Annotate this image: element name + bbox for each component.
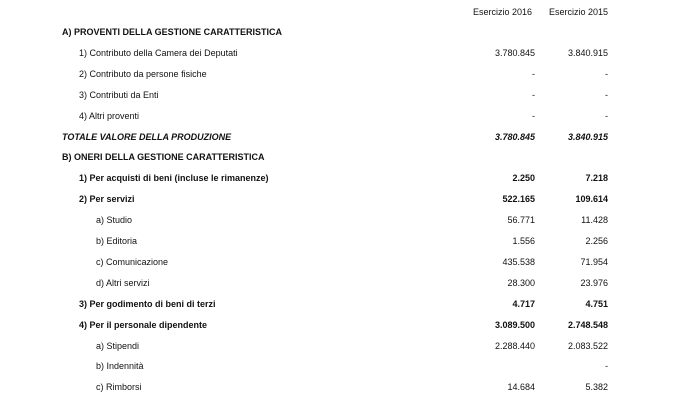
row-label: 1) Per acquisti di beni (incluse le rimanenze) (79, 173, 269, 184)
value-2015 (540, 22, 608, 43)
statement-row (0, 356, 680, 377)
value-2015: - (605, 89, 608, 100)
row-label: A) PROVENTI DELLA GESTIONE CARATTERISTICA (62, 27, 283, 37)
statement-row (0, 189, 680, 210)
statement-row (0, 168, 680, 189)
value-2015: 23.976 (580, 277, 608, 288)
column-header-2015: Esercizio 2015 (548, 7, 608, 17)
row-label: 3) Per godimento di beni di terzi (79, 298, 216, 309)
statement-row (0, 85, 680, 106)
value-2016: 3.780.845 (494, 47, 535, 58)
column-header-2016: Esercizio 2016 (472, 7, 532, 17)
row-label: TOTALE VALORE DELLA PRODUZIONE (62, 131, 232, 142)
statement-row (0, 231, 680, 252)
value-2015: - (605, 68, 608, 79)
value-2016: - (532, 68, 535, 79)
value-2016: 28.300 (507, 277, 535, 288)
row-label: b) Editoria (96, 236, 138, 246)
value-2016: 2.288.440 (494, 340, 535, 351)
value-2016: 3.780.845 (494, 131, 535, 142)
value-2016: - (532, 110, 535, 121)
row-label: 4) Per il personale dipendente (79, 319, 208, 330)
statement-row (0, 43, 680, 64)
row-label: 2) Per servizi (79, 194, 135, 205)
row-label: a) Studio (96, 215, 133, 226)
statement-row (0, 127, 680, 148)
value-2015: 4.751 (585, 298, 608, 309)
value-2016: 4.717 (512, 298, 535, 309)
value-2016: - (532, 89, 535, 100)
value-2016: 2.250 (512, 173, 535, 184)
row-label: b) Indennità (96, 361, 144, 372)
row-label: B) ONERI DELLA GESTIONE CARATTERISTICA (62, 152, 265, 163)
value-2016: 14.684 (507, 382, 535, 393)
statement-row (0, 273, 680, 294)
statement-row (0, 377, 680, 398)
value-2015: - (605, 361, 608, 372)
value-2016 (460, 147, 535, 168)
statement-row (0, 336, 680, 357)
row-label: d) Altri servizi (96, 277, 150, 288)
value-2016 (460, 22, 535, 43)
value-2016: 435.538 (502, 256, 535, 267)
statement-row (0, 147, 680, 168)
value-2015: 11.428 (581, 215, 608, 226)
value-2016: 3.089.500 (494, 319, 535, 330)
row-label: 4) Altri proventi (79, 110, 140, 121)
row-label: c) Rimborsi (96, 382, 142, 393)
row-label: 2) Contributo da persone fisiche (79, 68, 207, 79)
value-2015: - (605, 110, 608, 121)
row-label: c) Comunicazione (96, 256, 169, 267)
value-2015: 2.748.548 (567, 319, 608, 330)
row-label: a) Stipendi (96, 340, 140, 351)
row-label: 3) Contributi da Enti (79, 89, 159, 100)
statement-row (0, 210, 680, 231)
statement-row (0, 252, 680, 273)
value-2015: 2.083.522 (567, 340, 608, 351)
statement-row (0, 64, 680, 85)
row-label: 1) Contributo della Camera dei Deputati (79, 47, 238, 58)
value-2015: 5.382 (585, 382, 608, 393)
value-2015: 71.954 (580, 256, 608, 267)
value-2015: 109.614 (575, 194, 608, 205)
value-2015: 3.840.915 (567, 131, 608, 142)
statement-row (0, 294, 680, 315)
statement-row (0, 22, 680, 43)
value-2016: 522.165 (502, 194, 535, 205)
statement-row (0, 315, 680, 336)
value-2015: 3.840.915 (567, 47, 608, 58)
statement-row (0, 106, 680, 127)
value-2016 (460, 356, 535, 377)
value-2015: 7.218 (585, 173, 608, 184)
value-2015: 2.256 (585, 236, 608, 246)
value-2016: 56.771 (507, 215, 535, 226)
value-2016: 1.556 (512, 236, 535, 246)
value-2015 (540, 147, 608, 168)
